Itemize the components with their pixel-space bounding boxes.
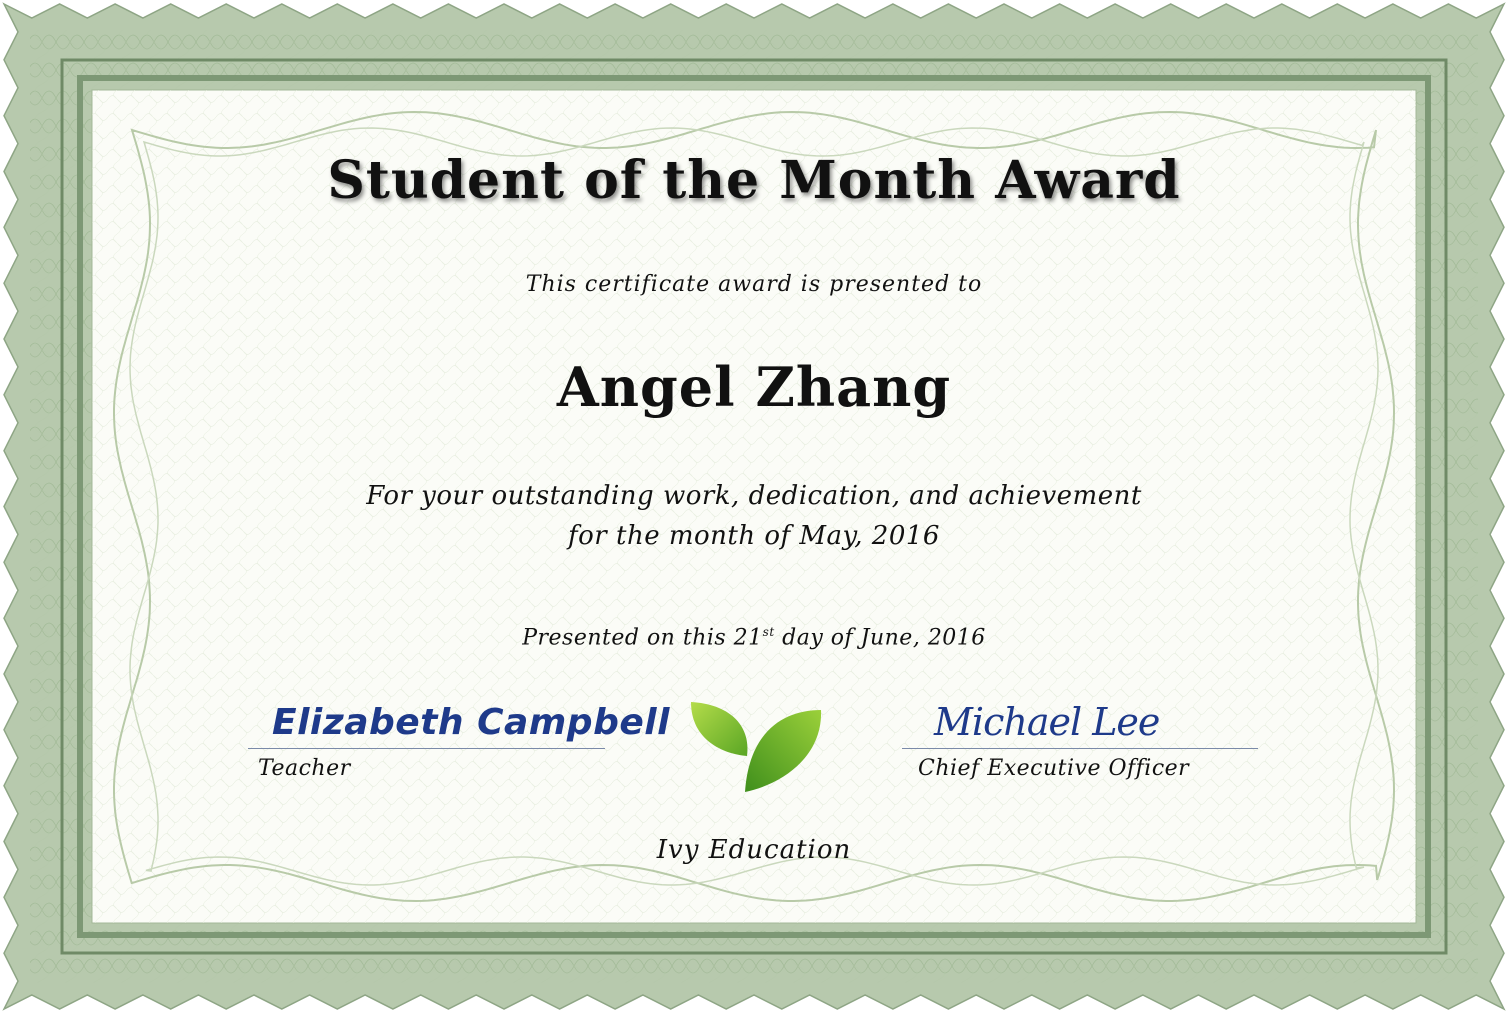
presented-to-text: This certificate award is presented to [525,272,983,297]
date-prefix: Presented on this 21 [522,625,763,651]
role-left: Teacher [258,756,351,781]
recipient-name: Angel Zhang [556,355,952,419]
award-reason [0,476,1508,556]
signature-left: Elizabeth Campbell [272,702,670,743]
signature-line-left [248,748,605,749]
leaf-sprout-icon [683,696,825,796]
organization-name: Ivy Education [656,835,852,865]
role-right: Chief Executive Officer [918,756,1190,781]
date-ordinal-suffix: st [762,625,775,639]
presentation-date [0,625,1508,650]
signature-right: Michael Lee [934,700,1160,744]
reason-line-1: For your outstanding work, dedication, and achievement [366,481,1142,511]
date-rest: day of June, 2016 [774,625,986,651]
signature-line-right [902,748,1258,749]
reason-line-2: for the month of May, 2016 [568,521,940,551]
certificate-title: Student of the Month Award [327,150,1181,211]
